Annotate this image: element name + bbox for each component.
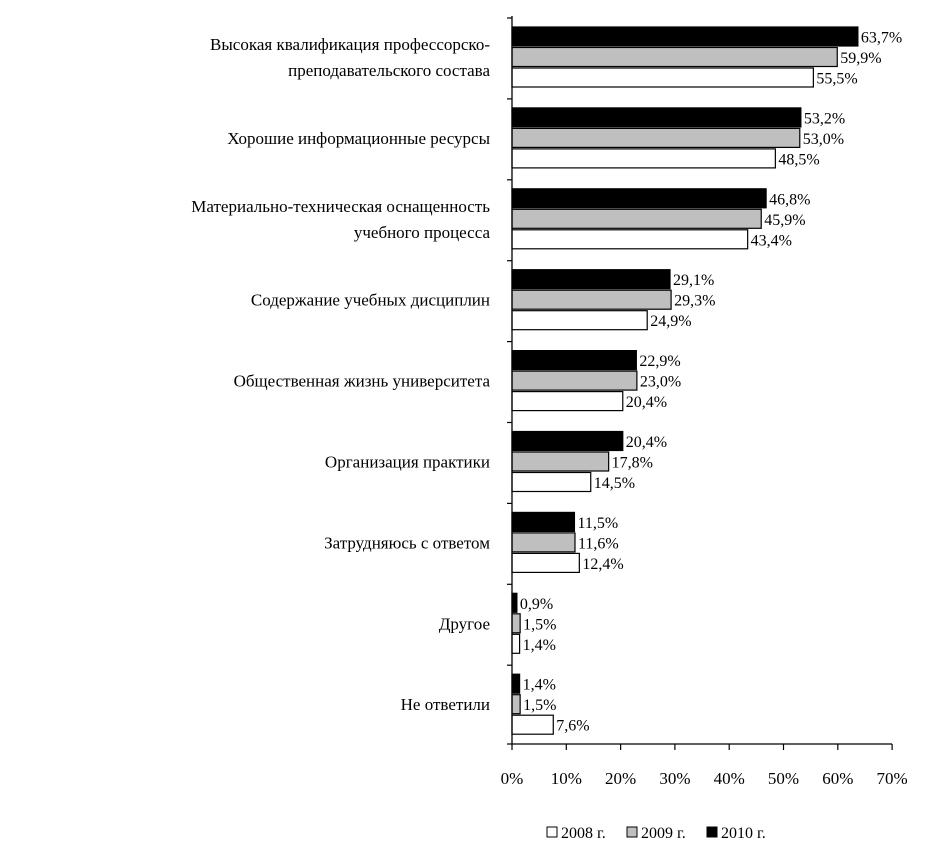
data-label: 1,5% xyxy=(523,697,557,715)
bar-2008-7 xyxy=(512,634,520,653)
data-label: 17,8% xyxy=(611,454,653,472)
legend-swatch-2009 xyxy=(627,827,637,837)
data-label: 29,3% xyxy=(674,292,716,310)
x-tick-label: 30% xyxy=(659,769,691,788)
bar-2009-4 xyxy=(512,371,637,390)
data-label: 23,0% xyxy=(639,373,682,391)
x-tick-label: 70% xyxy=(876,769,908,788)
category-label: Хорошие информационные ресурсы xyxy=(227,128,490,148)
bar-2008-3 xyxy=(512,311,647,330)
data-label: 7,6% xyxy=(556,717,590,735)
data-label: 48,5% xyxy=(778,151,820,169)
data-label: 55,5% xyxy=(816,70,858,88)
bar-2009-8 xyxy=(512,695,520,714)
legend-label: 2010 г. xyxy=(721,825,766,842)
data-label: 0,9% xyxy=(519,595,554,613)
category-label: Организация практики xyxy=(324,452,490,472)
bar-2008-8 xyxy=(512,715,553,734)
bar-2009-7 xyxy=(512,614,520,633)
bar-2010-0 xyxy=(512,27,858,46)
data-label: 45,9% xyxy=(764,211,806,229)
bar-2009-0 xyxy=(512,48,837,67)
bar-2009-1 xyxy=(512,128,800,147)
x-tick-label: 10% xyxy=(550,769,582,788)
data-label: 11,6% xyxy=(577,535,619,553)
data-label: 1,5% xyxy=(523,616,557,634)
category-label: Не ответили xyxy=(400,695,490,715)
legend-swatch-2010 xyxy=(707,827,717,837)
bar-2010-7 xyxy=(512,593,517,612)
data-label: 20,4% xyxy=(625,394,668,412)
bar-2008-1 xyxy=(512,149,775,168)
bar-2010-6 xyxy=(512,512,574,531)
bar-2008-4 xyxy=(512,392,623,411)
bar-2009-5 xyxy=(512,452,609,471)
bar-2008-5 xyxy=(512,473,591,492)
data-label: 43,4% xyxy=(750,232,792,250)
bar-2010-1 xyxy=(512,108,801,127)
category-label: Общественная жизнь университета xyxy=(233,371,490,391)
x-tick-label: 60% xyxy=(822,769,854,788)
data-label: 53,2% xyxy=(803,110,846,128)
data-label: 22,9% xyxy=(639,353,681,371)
bar-2010-5 xyxy=(512,432,623,451)
bar-2010-4 xyxy=(512,351,636,370)
x-tick-label: 50% xyxy=(767,769,800,788)
bar-2010-3 xyxy=(512,270,670,289)
category-label: Затрудняюсь с ответом xyxy=(324,533,490,553)
x-tick-label: 20% xyxy=(605,769,637,788)
bar-2009-3 xyxy=(512,290,671,309)
category-label: Высокая квалификация профессорско- xyxy=(210,35,490,54)
data-label: 1,4% xyxy=(522,636,556,654)
data-label: 59,9% xyxy=(840,50,882,67)
legend xyxy=(547,825,766,842)
data-label: 14,5% xyxy=(593,475,636,492)
category-label: преподавательского состава xyxy=(288,61,490,80)
bar-2008-2 xyxy=(512,230,748,249)
legend-label: 2008 г. xyxy=(561,825,606,842)
data-label: 11,5% xyxy=(577,514,619,532)
legend-label: 2009 г. xyxy=(641,825,686,842)
data-label: 53,0% xyxy=(802,130,845,148)
bar-2008-6 xyxy=(512,553,579,572)
category-label: Другое xyxy=(438,614,490,634)
data-label: 63,7% xyxy=(860,29,903,47)
legend-swatch-2008 xyxy=(547,827,557,837)
bar-2010-2 xyxy=(512,189,766,208)
bar-2008-0 xyxy=(512,68,813,87)
data-label: 46,8% xyxy=(769,191,811,209)
category-label: Содержание учебных дисциплин xyxy=(250,290,490,310)
x-tick-label: 0% xyxy=(500,769,524,788)
bar-2010-8 xyxy=(512,674,520,693)
data-label: 12,4% xyxy=(582,555,624,573)
x-tick-label: 40% xyxy=(713,769,745,788)
bar-2009-2 xyxy=(512,209,761,228)
data-label: 20,4% xyxy=(625,434,668,451)
category-label: учебного процесса xyxy=(353,222,490,242)
data-label: 24,9% xyxy=(650,313,692,331)
bar-2009-6 xyxy=(512,533,575,552)
category-label: Материально-техническая оснащенность xyxy=(191,196,490,216)
data-label: 1,4% xyxy=(522,676,556,694)
data-label: 29,1% xyxy=(673,272,715,290)
